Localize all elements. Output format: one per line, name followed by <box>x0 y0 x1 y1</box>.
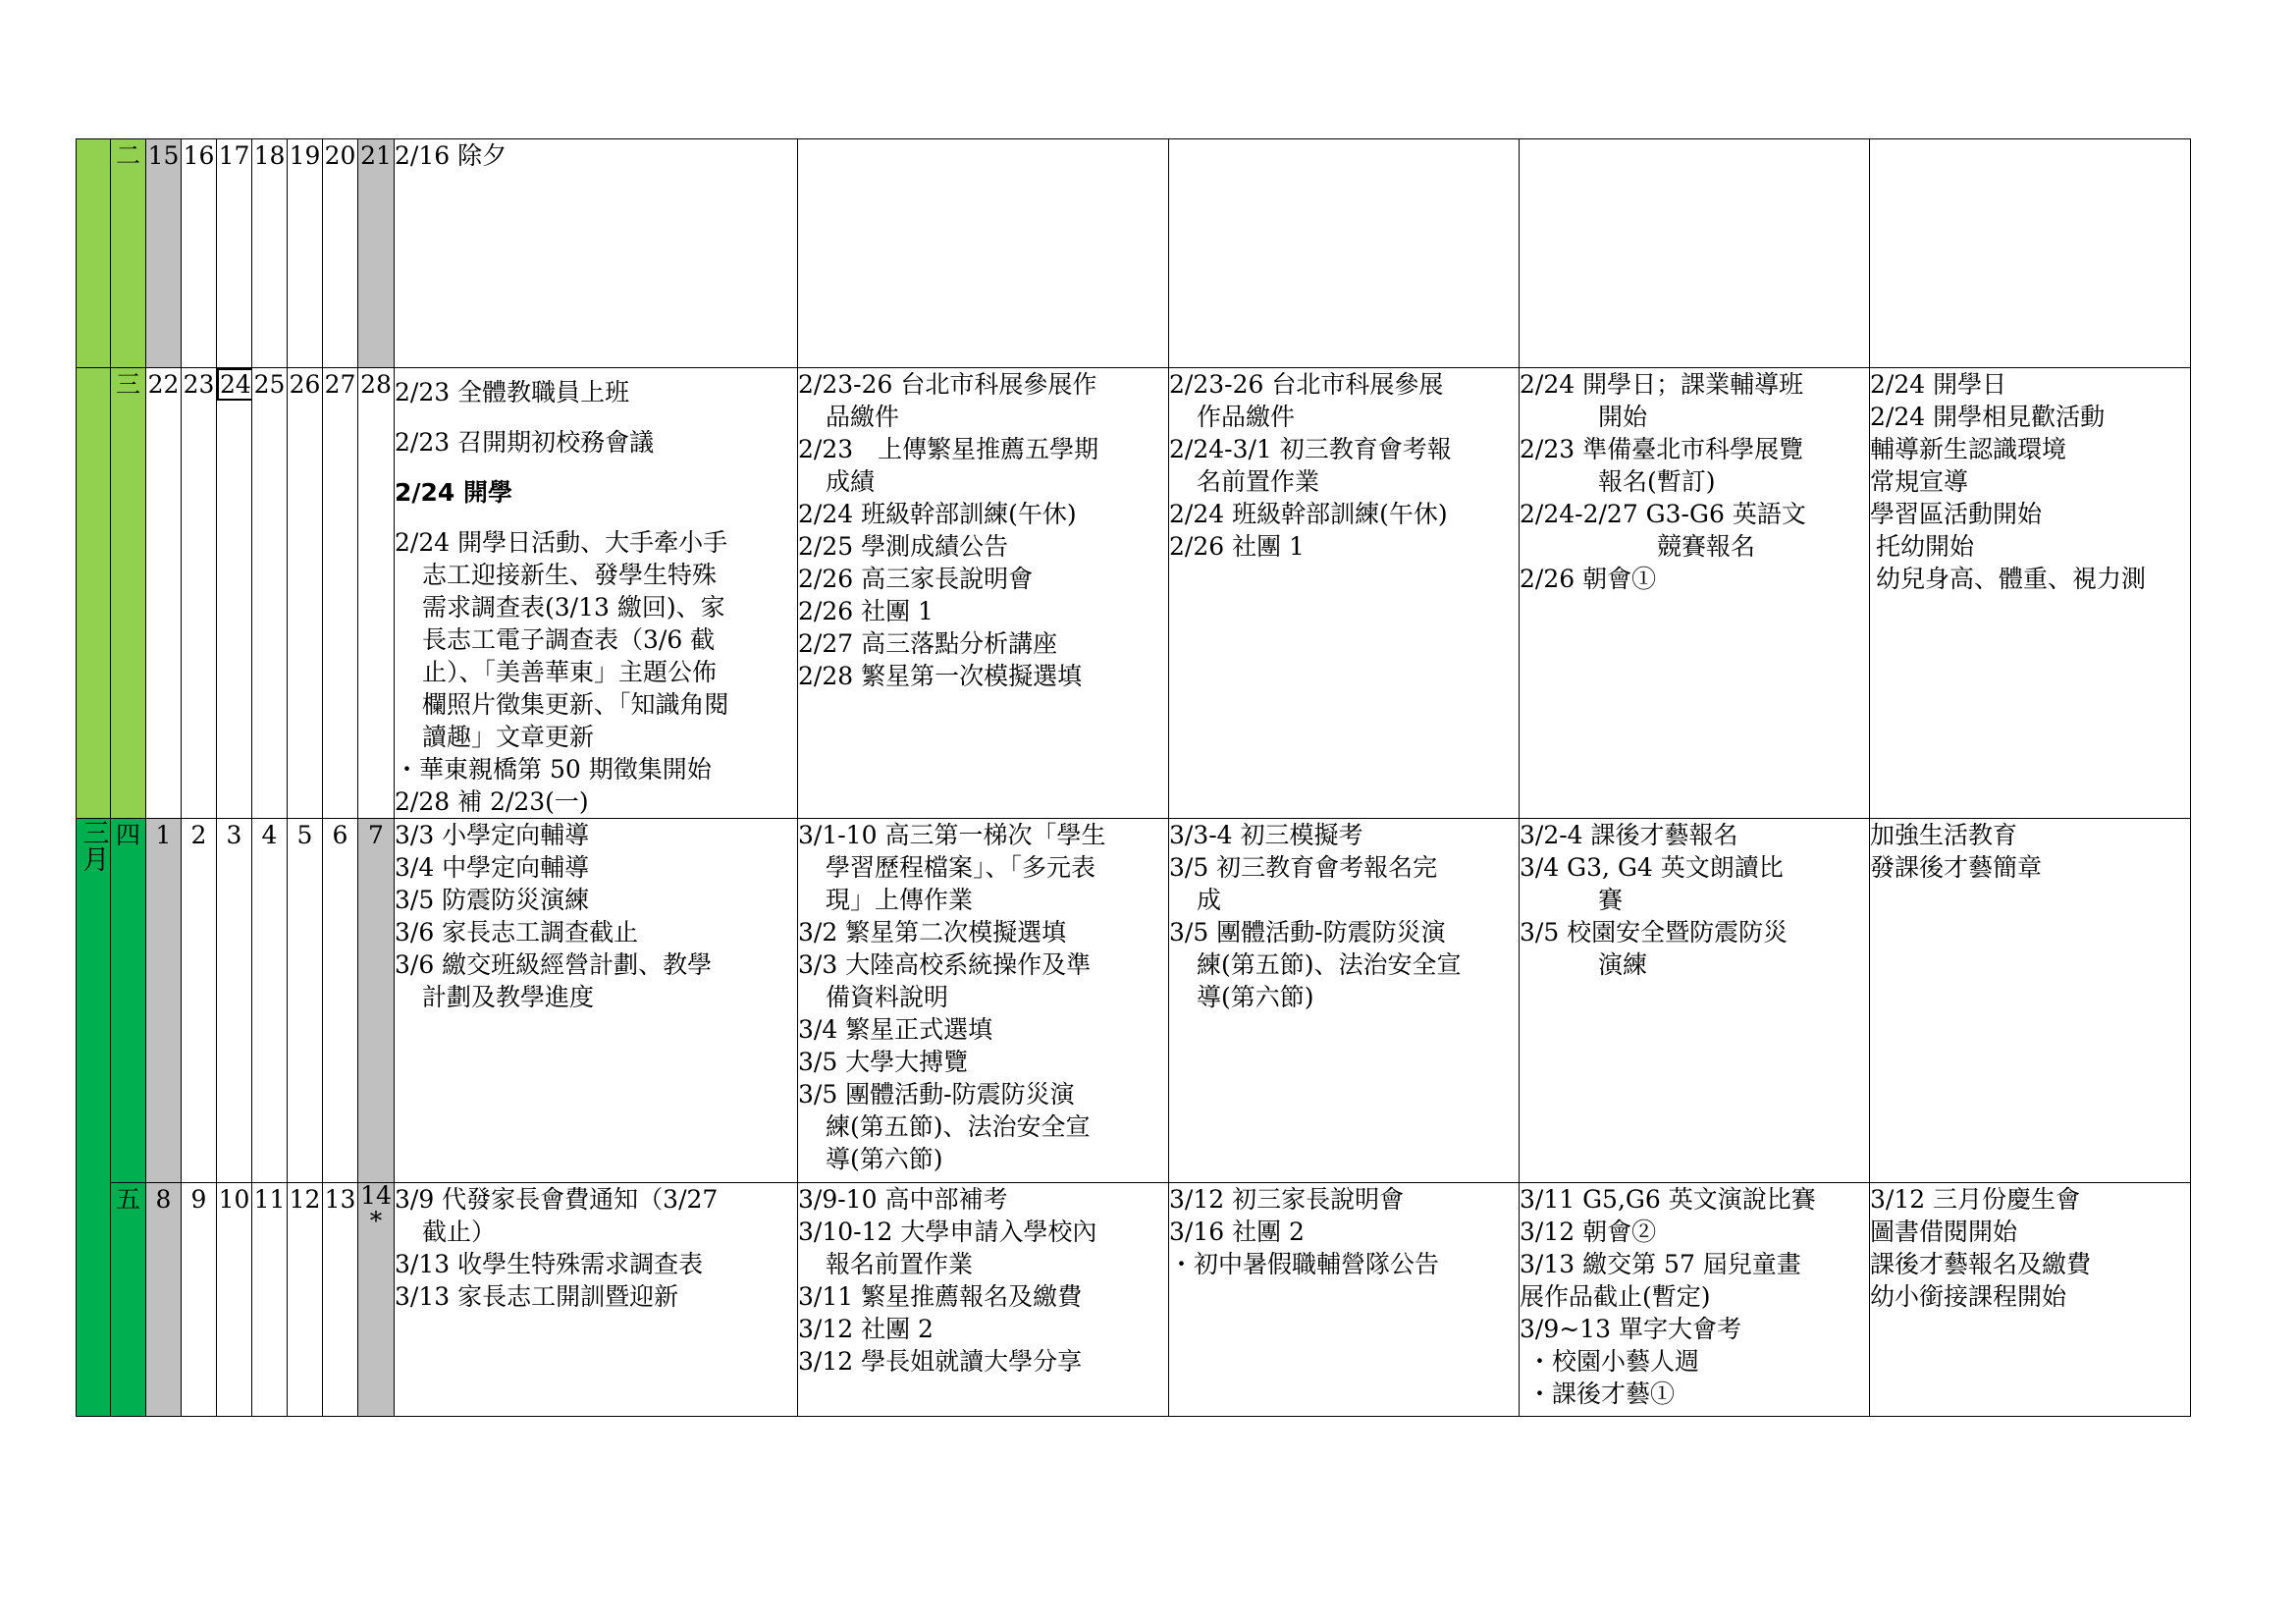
event-line: 開始 <box>1598 403 1648 431</box>
week-label: 三 <box>111 368 146 819</box>
event-line: 競賽報名 <box>1657 532 1756 561</box>
event-line: 3/5 防震防災演練 <box>395 886 590 914</box>
month-cell-mar <box>77 819 111 1417</box>
event-line: 學習區活動開始 <box>1870 500 2043 528</box>
day-cell: 19 <box>288 139 323 368</box>
event-line: 2/24 班級幹部訓練(午休) <box>1169 500 1448 528</box>
event-line: 3/16 社團 2 <box>1169 1218 1305 1246</box>
events-elementary <box>1520 139 1870 368</box>
event-line: 常規宣導 <box>1870 467 1969 496</box>
event-line: 計劃及教學進度 <box>422 983 595 1011</box>
event-line: 2/26 朝會① <box>1520 565 1657 593</box>
week-row <box>77 139 2191 368</box>
day-cell: 27 <box>323 368 358 819</box>
event-line: 2/24 開學日；課業輔導班 <box>1520 370 1804 399</box>
event-line: 2/25 學測成績公告 <box>798 532 1009 561</box>
week-label: 四 <box>111 819 146 1183</box>
day-cell: 22 <box>146 368 182 819</box>
event-line: 導(第六節) <box>1197 983 1314 1011</box>
day-cell: 1 <box>146 819 182 1183</box>
event-line: 2/24-3/1 初三教育會考報 <box>1169 435 1452 463</box>
event-line: 2/27 高三落點分析講座 <box>798 629 1058 658</box>
event-line: 3/3 大陸高校系統操作及準 <box>798 950 1092 979</box>
event-line: 幼小銜接課程開始 <box>1870 1282 2067 1311</box>
events-kinder <box>1870 139 2191 368</box>
event-line: 2/23 上傳繁星推薦五學期 <box>798 435 1099 463</box>
day-cell <box>358 1183 395 1417</box>
event-line: 3/11 繁星推薦報名及繳費 <box>798 1282 1083 1311</box>
event-line: 3/4 繁星正式選填 <box>798 1015 993 1044</box>
event-line: 截止） <box>422 1218 497 1246</box>
event-line: 需求調查表(3/13 繳回)、家 <box>422 593 725 622</box>
events-junior <box>1169 139 1520 368</box>
event-line: 3/4 G3, G4 英文朗讀比 <box>1520 853 1784 882</box>
event-line: 3/9~13 單字大會考 <box>1520 1315 1741 1343</box>
day-cell: 21 <box>358 139 395 368</box>
event-line: 2/24-2/27 G3-G6 英語文 <box>1520 500 1806 528</box>
event-line: 課後才藝報名及繳費 <box>1870 1250 2092 1278</box>
day-cell: 9 <box>182 1183 217 1417</box>
day-cell: 23 <box>182 368 217 819</box>
day-cell: 13 <box>323 1183 358 1417</box>
day-cell: 10 <box>217 1183 252 1417</box>
event-line: 2/23 全體教職員上班 <box>395 378 630 406</box>
month-cell-feb <box>77 139 111 368</box>
events-school <box>395 139 798 368</box>
event-line: 3/5 校園安全暨防震防災 <box>1520 918 1789 947</box>
event-line: 托幼開始 <box>1876 532 1975 561</box>
event-line: 欄照片徵集更新、「知識角閱 <box>422 690 729 719</box>
event-line: 3/5 大學大搏覽 <box>798 1048 969 1076</box>
events-school <box>395 819 798 1183</box>
week-row <box>77 368 2191 819</box>
event-line: 讀趣」文章更新 <box>422 723 595 751</box>
events-junior <box>1169 1183 1520 1417</box>
event-line: 加強生活教育 <box>1870 821 2018 849</box>
event-line: 2/16 除夕 <box>395 141 507 170</box>
event-line: 展作品截止(暫定) <box>1520 1282 1711 1311</box>
event-line: 報名(暫訂) <box>1598 467 1716 496</box>
event-line: 3/12 朝會② <box>1520 1218 1657 1246</box>
event-line: 3/6 繳交班級經營計劃、教學 <box>395 950 713 979</box>
event-line: 3/3 小學定向輔導 <box>395 821 590 849</box>
event-line: 演練 <box>1598 950 1648 979</box>
event-line: 3/2-4 課後才藝報名 <box>1520 821 1738 849</box>
event-line: ・課後才藝① <box>1527 1380 1676 1408</box>
month-label: 三月 <box>78 819 109 872</box>
event-line: 3/5 初三教育會考報名完 <box>1169 853 1438 882</box>
week-row <box>77 1183 2191 1417</box>
event-line: 練(第五節)、法治安全宣 <box>1197 950 1462 979</box>
events-elementary <box>1520 368 1870 819</box>
event-line: 3/1-10 高三第一梯次「學生 <box>798 821 1106 849</box>
events-elementary <box>1520 1183 1870 1417</box>
day-cell: 17 <box>217 139 252 368</box>
day-cell: 16 <box>182 139 217 368</box>
events-junior <box>1169 368 1520 819</box>
event-line: 3/5 團體活動-防震防災演 <box>1169 918 1446 947</box>
day-cell: 3 <box>217 819 252 1183</box>
day-cell: 28 <box>358 368 395 819</box>
event-line: 2/24 班級幹部訓練(午休) <box>798 500 1077 528</box>
event-line: 學習歷程檔案」、「多元表 <box>826 853 1096 882</box>
event-line: 3/10-12 大學申請入學校內 <box>798 1218 1097 1246</box>
event-line: 長志工電子調查表（3/6 截 <box>422 625 716 654</box>
events-school <box>395 1183 798 1417</box>
event-line: 3/12 初三家長說明會 <box>1169 1185 1405 1214</box>
event-line: 3/5 團體活動-防震防災演 <box>798 1080 1075 1109</box>
event-line: 2/26 社團 1 <box>1169 532 1305 561</box>
event-line: 2/24 開學日 <box>1870 370 2007 399</box>
event-line: 2/26 高三家長說明會 <box>798 565 1034 593</box>
event-line: 練(第五節)、法治安全宣 <box>826 1112 1091 1141</box>
day-cell: 4 <box>252 819 288 1183</box>
event-line: 3/6 家長志工調查截止 <box>395 918 639 947</box>
event-line: ・校園小藝人週 <box>1527 1347 1700 1376</box>
event-line: 成 <box>1197 886 1222 914</box>
event-line: 3/9-10 高中部補考 <box>798 1185 1008 1214</box>
day-cell: 18 <box>252 139 288 368</box>
event-line: ・初中暑假職輔營隊公告 <box>1169 1250 1440 1278</box>
event-line: 2/23-26 台北市科展參展作 <box>798 370 1097 399</box>
event-line: 3/9 代發家長會費通知（3/27 <box>395 1185 719 1214</box>
event-line: 輔導新生認識環境 <box>1870 435 2067 463</box>
calendar-table <box>76 138 2191 1417</box>
event-line: 3/3-4 初三模擬考 <box>1169 821 1363 849</box>
event-line: 3/13 收學生特殊需求調查表 <box>395 1250 704 1278</box>
day-cell: 20 <box>323 139 358 368</box>
event-line: 3/12 社團 2 <box>798 1315 934 1343</box>
event-line: 3/11 G5,G6 英文演說比賽 <box>1520 1185 1816 1214</box>
events-junior <box>1169 819 1520 1183</box>
event-line: 止）、「美善華東」主題公佈 <box>422 658 718 686</box>
day-cell: 5 <box>288 819 323 1183</box>
event-line: 2/28 補 2/23(一) <box>395 787 589 816</box>
event-line: 名前置作業 <box>1197 467 1320 496</box>
event-line: 2/28 繁星第一次模擬選填 <box>798 662 1083 690</box>
event-line: 導(第六節) <box>826 1145 943 1173</box>
event-line: ・華東親橋第 50 期徵集開始 <box>395 755 712 784</box>
events-high <box>798 1183 1169 1417</box>
week-label: 五 <box>111 1183 146 1417</box>
event-line: 作品繳件 <box>1197 403 1296 431</box>
event-line: 賽 <box>1598 886 1624 914</box>
day-cell: 15 <box>146 139 182 368</box>
event-line: 現」上傳作業 <box>826 886 974 914</box>
week-row <box>77 819 2191 1183</box>
day-number: 14 <box>360 1182 392 1210</box>
event-line: 發課後才藝簡章 <box>1870 853 2043 882</box>
event-line: 幼兒身高、體重、視力測 <box>1876 565 2147 593</box>
event-line: 備資料說明 <box>826 983 949 1011</box>
event-line: 2/24 開學相見歡活動 <box>1870 403 2106 431</box>
day-cell: 6 <box>323 819 358 1183</box>
event-line: 3/2 繁星第二次模擬選填 <box>798 918 1067 947</box>
day-cell: 8 <box>146 1183 182 1417</box>
day-cell: 2 <box>182 819 217 1183</box>
events-school <box>395 368 798 819</box>
event-line: 品繳件 <box>826 403 900 431</box>
month-cell-feb <box>77 368 111 819</box>
event-line: 報名前置作業 <box>826 1250 974 1278</box>
school-start-marker: 24 <box>217 368 252 401</box>
events-high <box>798 819 1169 1183</box>
week-label: 二 <box>111 139 146 368</box>
day-cell: 25 <box>252 368 288 819</box>
event-line: 3/12 三月份慶生會 <box>1870 1185 2081 1214</box>
day-cell: 26 <box>288 368 323 819</box>
event-line: 2/26 社團 1 <box>798 597 934 625</box>
event-line: 3/13 家長志工開訓暨迎新 <box>395 1282 679 1311</box>
event-line: 圖書借閱開始 <box>1870 1218 2018 1246</box>
event-line: 志工迎接新生、發學生特殊 <box>422 561 718 589</box>
day-cell: 11 <box>252 1183 288 1417</box>
events-kinder <box>1870 1183 2191 1417</box>
event-line: 2/23 召開期初校務會議 <box>395 428 655 457</box>
event-line: 2/24 開學日活動、大手牽小手 <box>395 528 728 557</box>
events-kinder <box>1870 819 2191 1183</box>
day-note: * <box>369 1207 383 1235</box>
event-line: 成績 <box>826 467 876 496</box>
event-line: 3/4 中學定向輔導 <box>395 853 590 882</box>
event-line: 3/13 繳交第 57 屆兒童畫 <box>1520 1250 1801 1278</box>
event-line: 2/23-26 台北市科展參展 <box>1169 370 1444 399</box>
day-cell: 12 <box>288 1183 323 1417</box>
day-cell: 7 <box>358 819 395 1183</box>
event-line-highlight: 2/24 開學 <box>395 478 513 507</box>
events-high <box>798 368 1169 819</box>
event-line: 3/12 學長姐就讀大學分享 <box>798 1347 1083 1376</box>
events-elementary <box>1520 819 1870 1183</box>
event-line: 2/23 準備臺北市科學展覽 <box>1520 435 1804 463</box>
events-high <box>798 139 1169 368</box>
events-kinder <box>1870 368 2191 819</box>
day-cell-start <box>217 368 252 819</box>
